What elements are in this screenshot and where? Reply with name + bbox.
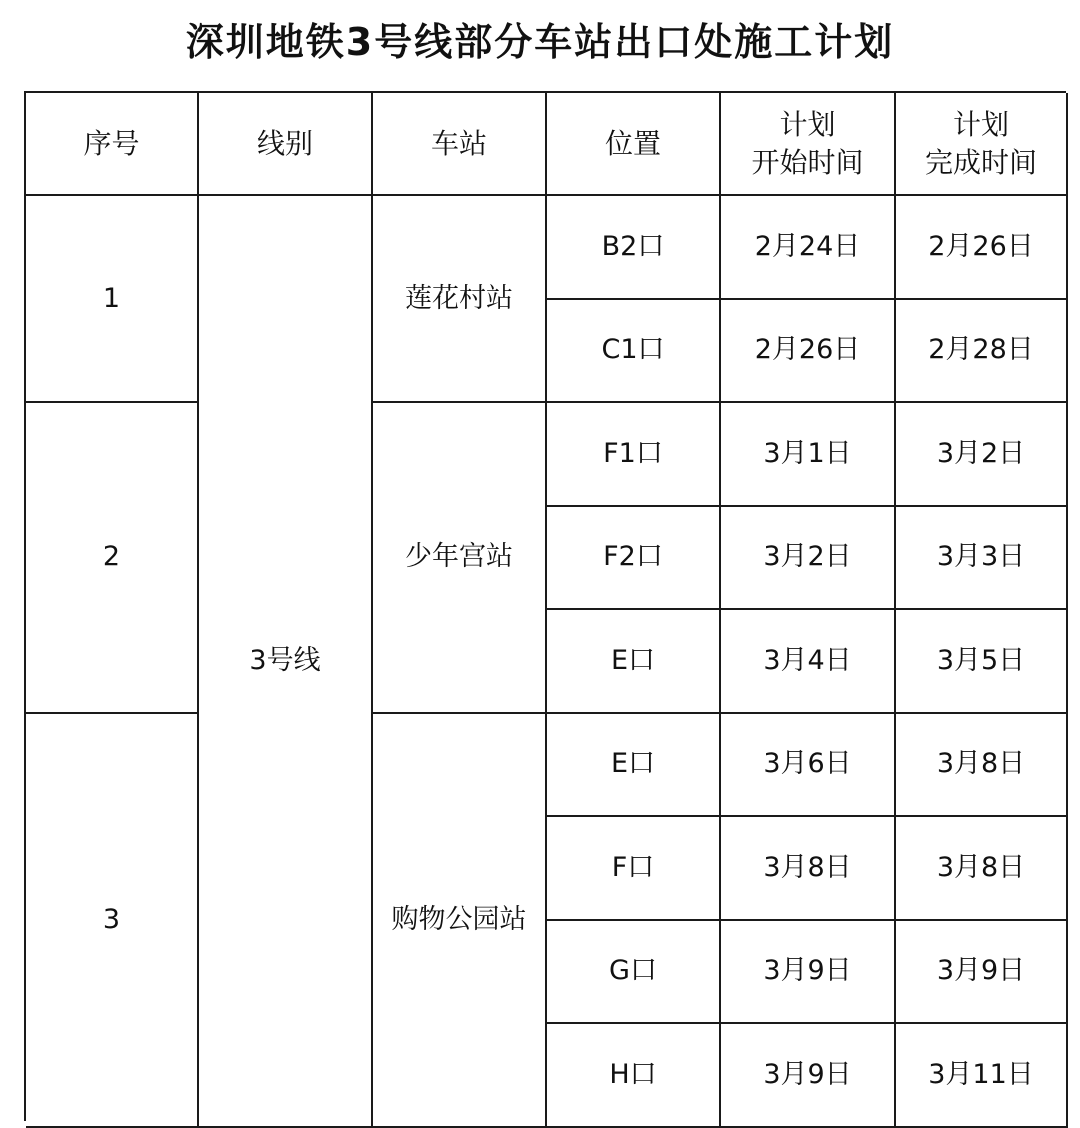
line-cell: 3号线 bbox=[199, 196, 373, 1128]
start-date-cell: 2月26日 bbox=[721, 300, 896, 404]
header-station: 车站 bbox=[373, 93, 547, 196]
position-cell: H口 bbox=[547, 1024, 721, 1128]
end-date-cell: 3月11日 bbox=[896, 1024, 1068, 1128]
end-date-cell: 3月3日 bbox=[896, 507, 1068, 611]
end-date-cell: 3月9日 bbox=[896, 921, 1068, 1025]
position-cell: E口 bbox=[547, 610, 721, 714]
header-planned-start-line2: 开始时间 bbox=[751, 145, 864, 179]
end-date-cell: 3月2日 bbox=[896, 403, 1068, 507]
seq-cell: 1 bbox=[26, 196, 199, 403]
station-cell: 购物公园站 bbox=[373, 714, 547, 1128]
start-date-cell: 3月6日 bbox=[721, 714, 896, 818]
start-date-cell: 3月8日 bbox=[721, 817, 896, 921]
header-planned-end-line2: 完成时间 bbox=[924, 145, 1037, 179]
position-cell: E口 bbox=[547, 714, 721, 818]
header-planned-start-line1: 计划 bbox=[779, 107, 836, 141]
station-cell: 少年宫站 bbox=[373, 403, 547, 714]
seq-cell: 2 bbox=[26, 403, 199, 714]
end-date-cell: 3月8日 bbox=[896, 817, 1068, 921]
end-date-cell: 2月28日 bbox=[896, 300, 1068, 404]
end-date-cell: 3月5日 bbox=[896, 610, 1068, 714]
position-cell: F1口 bbox=[547, 403, 721, 507]
seq-cell: 3 bbox=[26, 714, 199, 1128]
position-cell: C1口 bbox=[547, 300, 721, 404]
header-position: 位置 bbox=[547, 93, 721, 196]
position-cell: F2口 bbox=[547, 507, 721, 611]
station-cell: 莲花村站 bbox=[373, 196, 547, 403]
header-planned-end bbox=[896, 93, 1068, 196]
position-cell: G口 bbox=[547, 921, 721, 1025]
start-date-cell: 3月4日 bbox=[721, 610, 896, 714]
start-date-cell: 3月9日 bbox=[721, 921, 896, 1025]
header-line: 线别 bbox=[199, 93, 373, 196]
end-date-cell: 2月26日 bbox=[896, 196, 1068, 300]
start-date-cell: 3月9日 bbox=[721, 1024, 896, 1128]
page-title: 深圳地铁3号线部分车站出口处施工计划 bbox=[185, 20, 895, 64]
start-date-cell: 3月2日 bbox=[721, 507, 896, 611]
header-planned-end-line1: 计划 bbox=[952, 107, 1009, 141]
header-planned-start bbox=[721, 93, 896, 196]
end-date-cell: 3月8日 bbox=[896, 714, 1068, 818]
header-seq: 序号 bbox=[26, 93, 199, 196]
start-date-cell: 3月1日 bbox=[721, 403, 896, 507]
position-cell: B2口 bbox=[547, 196, 721, 300]
position-cell: F口 bbox=[547, 817, 721, 921]
start-date-cell: 2月24日 bbox=[721, 196, 896, 300]
construction-schedule-table bbox=[24, 91, 1066, 1121]
